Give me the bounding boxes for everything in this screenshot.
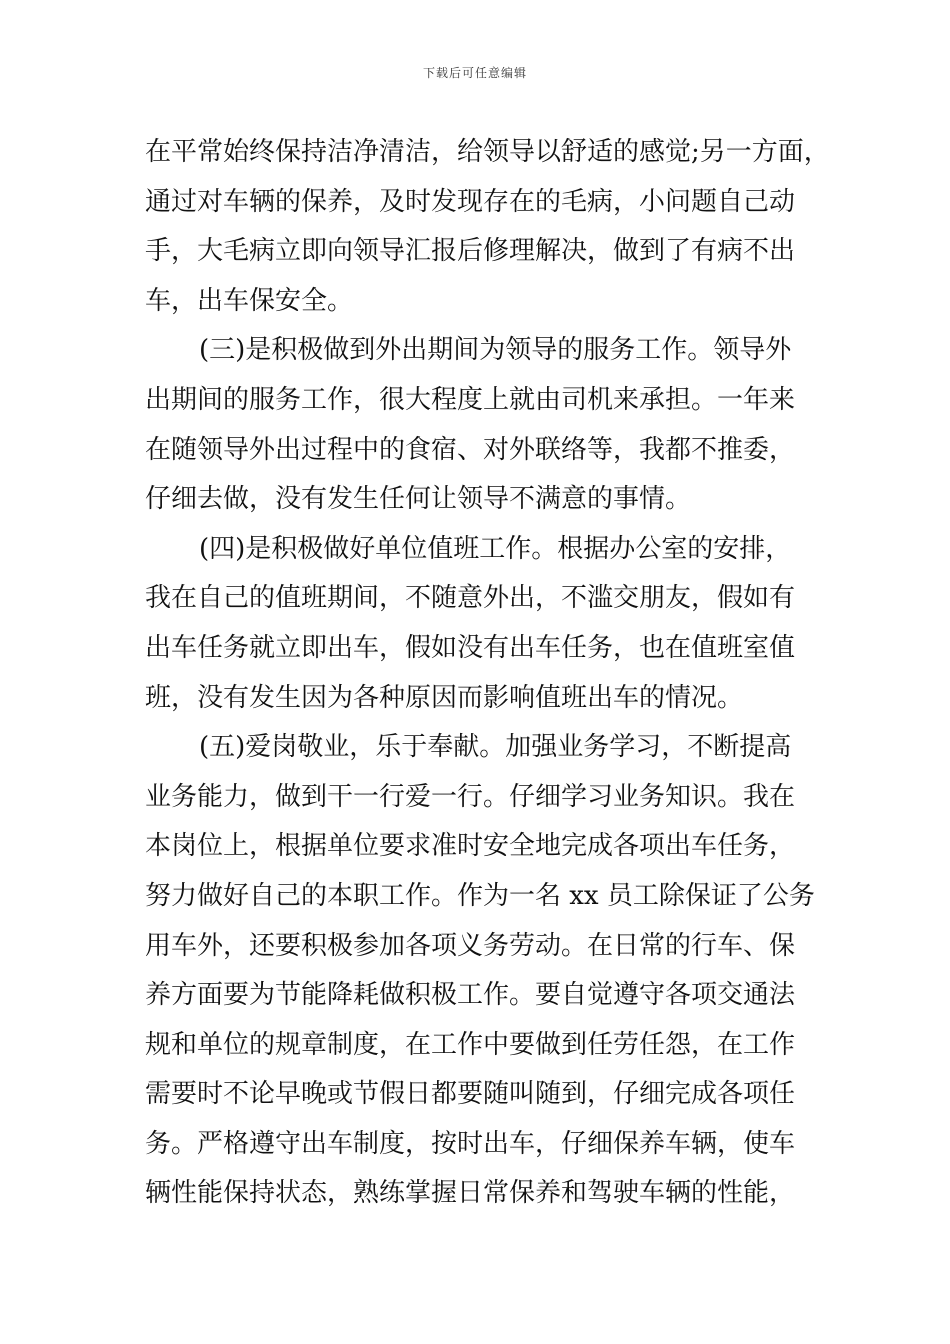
text-line: 本岗位上，根据单位要求准时安全地完成各项出车任务， [145,831,796,862]
text-line: (四)是积极做好单位值班工作。根据办公室的安排， [199,533,792,564]
text-line: (三)是积极做到外出期间为领导的服务工作。领导外 [199,335,792,366]
text-line: 需要时不论早晚或节假日都要随叫随到，仔细完成各项任 [145,1079,796,1110]
text-line: 车，出车保安全。 [145,285,354,316]
text-line: 辆性能保持状态，熟练掌握日常保养和驾驶车辆的性能， [145,1178,796,1209]
text-line: 养方面要为节能降耗做积极工作。要自觉遵守各项交通法 [145,980,796,1011]
text-line: (五)爱岗敬业，乐于奉献。加强业务学习，不断提高 [199,732,792,763]
text-line: 在平常始终保持洁净清洁，给领导以舒适的感觉;另一方面， [145,137,830,167]
text-line: 规和单位的规章制度，在工作中要做到任劳任怨，在工作 [145,1029,796,1060]
text-line: 通过对车辆的保养，及时发现存在的毛病，小问题自己动 [145,186,796,217]
text-line: 我在自己的值班期间，不随意外出，不滥交朋友，假如有 [145,583,796,614]
text-line: 业务能力，做到干一行爱一行。仔细学习业务知识。我在 [145,781,796,812]
text-line: 仔细去做，没有发生任何让领导不满意的事情。 [145,484,692,515]
text-line: 努力做好自己的本职工作。作为一名 xx 员工除保证了公务 [145,880,815,911]
text-line: 务。严格遵守出车制度，按时出车，仔细保养车辆，使车 [145,1128,796,1159]
text-line: 班，没有发生因为各种原因而影响值班出车的情况。 [145,682,744,713]
text-line: 出期间的服务工作，很大程度上就由司机来承担。一年来 [145,384,796,415]
text-line: 在随领导外出过程中的食宿、对外联络等，我都不推委， [145,434,796,465]
text-line: 手，大毛病立即向领导汇报后修理解决，做到了有病不出 [145,236,796,267]
page-header: 下载后可任意编辑 [422,66,527,80]
text-line: 用车外，还要积极参加各项义务劳动。在日常的行车、保 [145,930,796,961]
document-body [145,128,830,1219]
text-line: 出车任务就立即出车，假如没有出车任务，也在值班室值 [145,632,796,663]
